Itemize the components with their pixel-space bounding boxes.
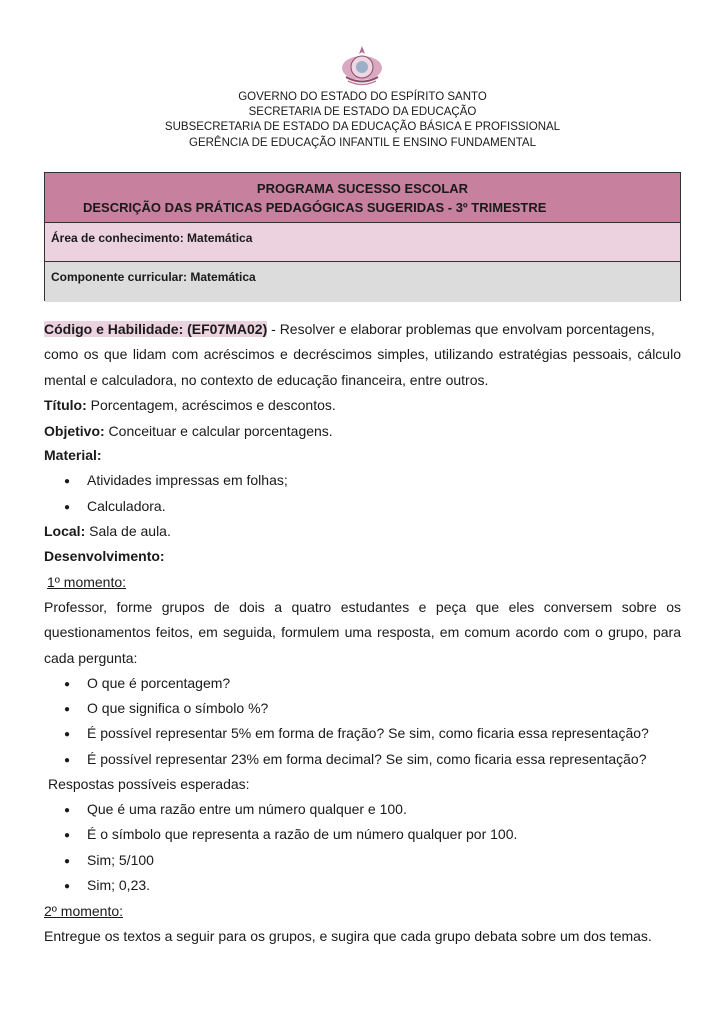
objetivo-label: Objetivo: — [44, 423, 105, 439]
answers-heading: Respostas possíveis esperadas: — [48, 776, 250, 792]
knowledge-area-row — [45, 223, 680, 262]
desenvolvimento-heading: Desenvolvimento: — [44, 548, 165, 564]
header-government: GOVERNO DO ESTADO DO ESPÍRITO SANTO — [238, 91, 487, 103]
habilidade-line-1 — [44, 321, 655, 337]
question-item: O que significa o símbolo %? — [87, 700, 269, 716]
momento-1-paragraph-line-1: Professor, forme grupos de dois a quatro estudantes e peça que eles conversem sobre os — [44, 599, 681, 615]
local-line — [44, 523, 171, 539]
objetivo-value: Conceituar e calcular porcentagens. — [104, 423, 333, 439]
local-value: Sala de aula. — [85, 523, 171, 539]
answer-item: Sim; 5/100 — [87, 852, 154, 868]
bullet-icon: ● — [64, 704, 71, 715]
habilidade-text-start: - Resolver e elaborar problemas que envolvam porcentagens, — [267, 321, 655, 337]
program-title-row — [45, 173, 680, 223]
header-gerencia: GERÊNCIA DE EDUCAÇÃO INFANTIL E ENSINO FUNDAMENTAL — [189, 137, 536, 149]
habilidade-code: Código e Habilidade: (EF07MA02) — [44, 321, 268, 337]
material-item: Atividades impressas em folhas; — [87, 472, 288, 488]
momento-1-heading: 1º momento: — [47, 574, 127, 590]
coat-of-arms-emblem — [338, 44, 386, 88]
habilidade-line-2: como os que lidam com acréscimos e decréscimos simples, utilizando estratégias pessoais, cálculo — [44, 346, 681, 362]
bullet-icon: ● — [64, 881, 71, 892]
titulo-value: Porcentagem, acréscimos e descontos. — [86, 397, 336, 413]
bullet-icon: ● — [64, 755, 71, 766]
material-item: Calculadora. — [87, 498, 166, 514]
titulo-line — [44, 397, 336, 413]
program-title: PROGRAMA SUCESSO ESCOLAR — [256, 181, 469, 196]
question-item: É possível representar 23% em forma decimal? Se sim, como ficaria essa representação? — [87, 751, 647, 767]
bullet-icon: ● — [64, 805, 71, 816]
local-label: Local: — [44, 523, 86, 539]
answer-item: Sim; 0,23. — [87, 877, 151, 893]
bullet-icon: ● — [64, 679, 71, 690]
momento-1-paragraph-line-3: cada pergunta: — [44, 650, 138, 666]
answer-item: É o símbolo que representa a razão de um número qualquer por 100. — [87, 826, 518, 842]
program-subtitle: DESCRIÇÃO DAS PRÁTICAS PEDAGÓGICAS SUGERIDAS - 3º TRIMESTRE — [83, 200, 547, 215]
bullet-icon: ● — [64, 830, 71, 841]
material-heading: Material: — [44, 447, 102, 463]
titulo-label: Título: — [44, 397, 87, 413]
header-secretaria: SECRETARIA DE ESTADO DA EDUCAÇÃO — [248, 106, 477, 118]
program-info-table — [44, 172, 681, 301]
habilidade-line-3: mental e calculadora, no contexto de educação financeira, entre outros. — [44, 372, 489, 388]
curricular-component-row — [45, 262, 680, 302]
bullet-icon: ● — [64, 729, 71, 740]
momento-1-paragraph-line-2: questionamentos feitos, em seguida, formulem uma resposta, em comum acordo com o grupo, para — [44, 624, 681, 640]
bullet-icon: ● — [64, 856, 71, 867]
answer-item: Que é uma razão entre um número qualquer e 100. — [87, 801, 407, 817]
bullet-icon: ● — [64, 476, 71, 487]
momento-2-heading: 2º momento: — [44, 903, 124, 919]
curricular-component-label: Componente curricular: Matemática — [51, 270, 256, 284]
question-item: O que é porcentagem? — [87, 675, 231, 691]
header-subsecretaria: SUBSECRETARIA DE ESTADO DA EDUCAÇÃO BÁSICA E PROFISSIONAL — [164, 121, 561, 133]
bullet-icon: ● — [64, 502, 71, 513]
objetivo-line — [44, 423, 333, 439]
question-item: É possível representar 5% em forma de fração? Se sim, como ficaria essa representação? — [87, 725, 649, 741]
knowledge-area-label: Área de conhecimento: Matemática — [51, 231, 253, 245]
momento-2-text: Entregue os textos a seguir para os grupos, e sugira que cada grupo debata sobre um dos temas. — [44, 928, 652, 944]
